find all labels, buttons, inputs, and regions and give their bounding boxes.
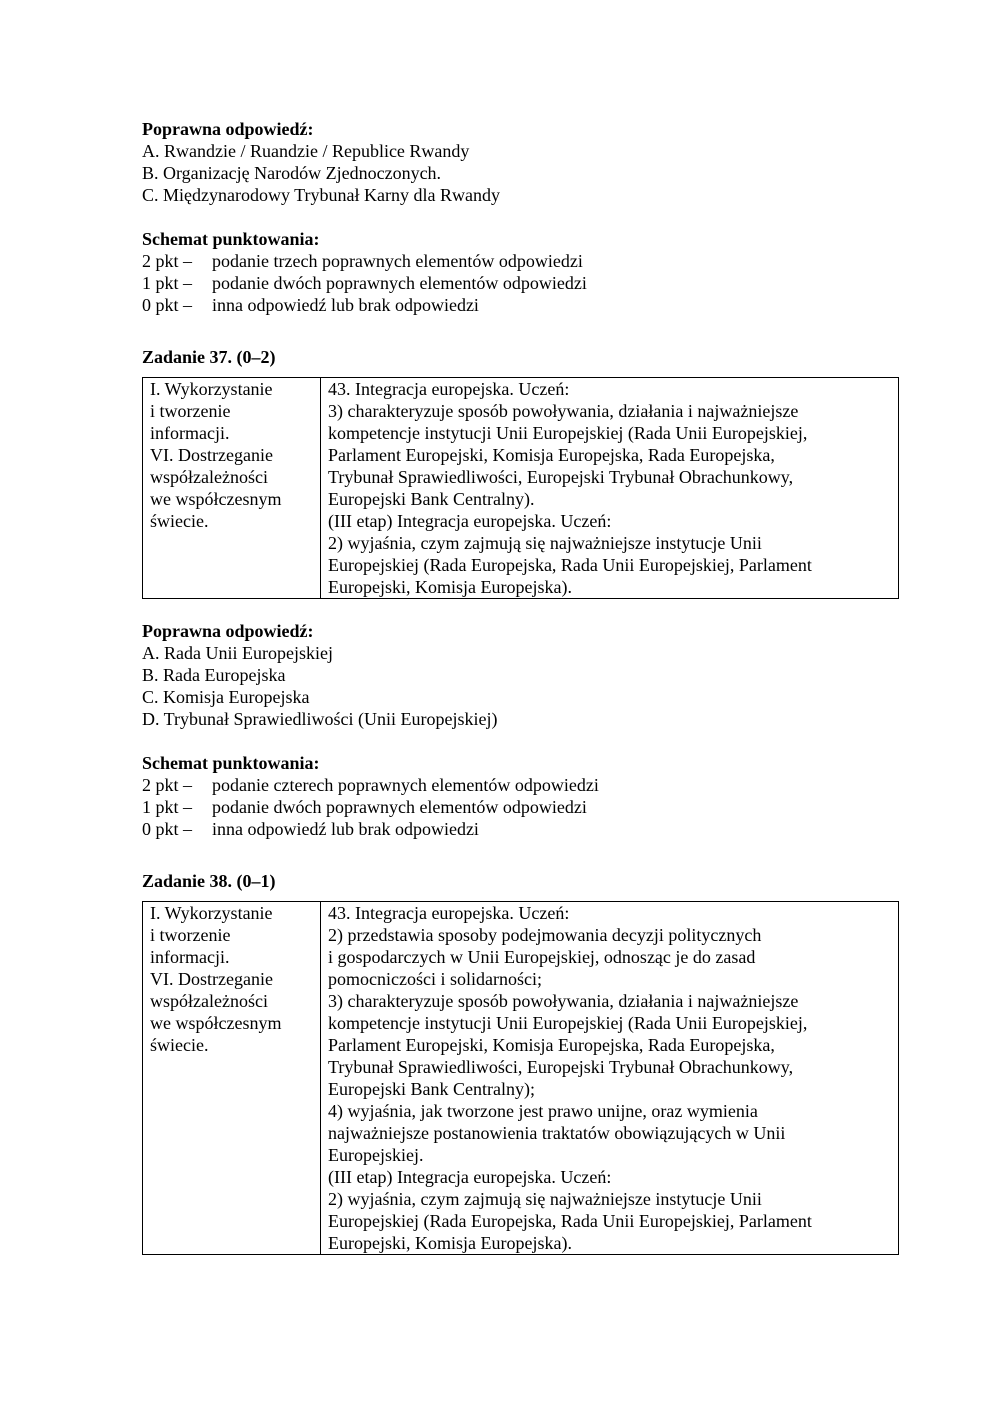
- cell-text: Parlament Europejski, Komisja Europejska, Rada Europejska,: [328, 445, 775, 465]
- scoring-row: [142, 250, 899, 272]
- cell-text: we współczesnym: [150, 1013, 282, 1033]
- requirements-table: [142, 901, 899, 1255]
- cell-text: i tworzenie: [150, 401, 231, 421]
- cell-text: kompetencje instytucji Unii Europejskiej (Rada Unii Europejskiej,: [328, 1013, 808, 1033]
- cell-text: pomocniczości i solidarności;: [328, 969, 542, 989]
- requirements-table: [142, 377, 899, 599]
- scoring-points: 0 pkt –: [142, 295, 193, 315]
- scoring-description: podanie dwóch poprawnych elementów odpowiedzi: [212, 273, 587, 293]
- cell-text: 2) wyjaśnia, czym zajmują się najważniejsze instytucje Unii: [328, 533, 762, 553]
- cell-text: najważniejsze postanowienia traktatów obowiązujących w Unii: [328, 1123, 786, 1143]
- scoring-points: 1 pkt –: [142, 273, 193, 293]
- cell-text: świecie.: [150, 511, 209, 531]
- task-title: Zadanie 38. (0–1): [142, 871, 276, 891]
- requirements-detailed: [321, 378, 899, 599]
- cell-text: i gospodarczych w Unii Europejskiej, odnosząc je do zasad: [328, 947, 756, 967]
- cell-text: Trybunał Sprawiedliwości, Europejski Trybunał Obrachunkowy,: [328, 1057, 794, 1077]
- cell-text: Trybunał Sprawiedliwości, Europejski Trybunał Obrachunkowy,: [328, 467, 794, 487]
- cell-text: (III etap) Integracja europejska. Uczeń:: [328, 511, 612, 531]
- cell-text: 43. Integracja europejska. Uczeń:: [328, 379, 570, 399]
- answer-heading: Poprawna odpowiedź:: [142, 119, 314, 139]
- scoring-description: podanie czterech poprawnych elementów odpowiedzi: [212, 775, 599, 795]
- cell-text: Europejski Bank Centralny).: [328, 489, 535, 509]
- cell-text: Europejski, Komisja Europejska).: [328, 577, 572, 597]
- cell-text: świecie.: [150, 1035, 209, 1055]
- scoring-description: podanie dwóch poprawnych elementów odpowiedzi: [212, 797, 587, 817]
- cell-text: 3) charakteryzuje sposób powoływania, działania i najważniejsze: [328, 991, 799, 1011]
- cell-text: współzależności: [150, 991, 268, 1011]
- scoring-points: 2 pkt –: [142, 251, 193, 271]
- cell-text: Europejskiej.: [328, 1145, 424, 1165]
- cell-text: I. Wykorzystanie: [150, 379, 273, 399]
- scoring-heading: Schemat punktowania:: [142, 753, 320, 773]
- scoring-description: inna odpowiedź lub brak odpowiedzi: [212, 819, 479, 839]
- scoring-row: [142, 272, 899, 294]
- cell-text: 4) wyjaśnia, jak tworzone jest prawo unijne, oraz wymienia: [328, 1101, 758, 1121]
- cell-text: Parlament Europejski, Komisja Europejska, Rada Europejska,: [328, 1035, 775, 1055]
- cell-text: VI. Dostrzeganie: [150, 969, 273, 989]
- cell-text: kompetencje instytucji Unii Europejskiej (Rada Unii Europejskiej,: [328, 423, 808, 443]
- requirements-general: [143, 378, 321, 599]
- cell-text: i tworzenie: [150, 925, 231, 945]
- cell-text: 43. Integracja europejska. Uczeń:: [328, 903, 570, 923]
- cell-text: informacji.: [150, 423, 230, 443]
- answer-item: D. Trybunał Sprawiedliwości (Unii Europejskiej): [142, 709, 498, 729]
- cell-text: 2) przedstawia sposoby podejmowania decyzji politycznych: [328, 925, 762, 945]
- document-page: [142, 118, 899, 1255]
- requirements-detailed: [321, 902, 899, 1255]
- cell-text: (III etap) Integracja europejska. Uczeń:: [328, 1167, 612, 1187]
- cell-text: Europejskiej (Rada Europejska, Rada Unii Europejskiej, Parlament: [328, 555, 812, 575]
- scoring-description: podanie trzech poprawnych elementów odpowiedzi: [212, 251, 583, 271]
- answer-item: B. Organizację Narodów Zjednoczonych.: [142, 163, 442, 183]
- answer-item: C. Międzynarodowy Trybunał Karny dla Rwandy: [142, 185, 500, 205]
- task-title: Zadanie 37. (0–2): [142, 347, 276, 367]
- cell-text: informacji.: [150, 947, 230, 967]
- requirements-general: [143, 902, 321, 1255]
- scoring-description: inna odpowiedź lub brak odpowiedzi: [212, 295, 479, 315]
- scoring-points: 0 pkt –: [142, 819, 193, 839]
- answer-item: A. Rada Unii Europejskiej: [142, 643, 333, 663]
- answer-item: C. Komisja Europejska: [142, 687, 310, 707]
- cell-text: I. Wykorzystanie: [150, 903, 273, 923]
- answer-heading: Poprawna odpowiedź:: [142, 621, 314, 641]
- cell-text: Europejski Bank Centralny);: [328, 1079, 535, 1099]
- scoring-row: [142, 294, 899, 316]
- cell-text: współzależności: [150, 467, 268, 487]
- cell-text: VI. Dostrzeganie: [150, 445, 273, 465]
- cell-text: Europejskiej (Rada Europejska, Rada Unii Europejskiej, Parlament: [328, 1211, 812, 1231]
- scoring-heading: Schemat punktowania:: [142, 229, 320, 249]
- scoring-points: 1 pkt –: [142, 797, 193, 817]
- scoring-points: 2 pkt –: [142, 775, 193, 795]
- answer-item: B. Rada Europejska: [142, 665, 286, 685]
- scoring-row: [142, 818, 899, 840]
- cell-text: we współczesnym: [150, 489, 282, 509]
- cell-text: 3) charakteryzuje sposób powoływania, działania i najważniejsze: [328, 401, 799, 421]
- scoring-row: [142, 774, 899, 796]
- cell-text: 2) wyjaśnia, czym zajmują się najważniejsze instytucje Unii: [328, 1189, 762, 1209]
- scoring-row: [142, 796, 899, 818]
- cell-text: Europejski, Komisja Europejska).: [328, 1233, 572, 1253]
- answer-item: A. Rwandzie / Ruandzie / Republice Rwandy: [142, 141, 470, 161]
